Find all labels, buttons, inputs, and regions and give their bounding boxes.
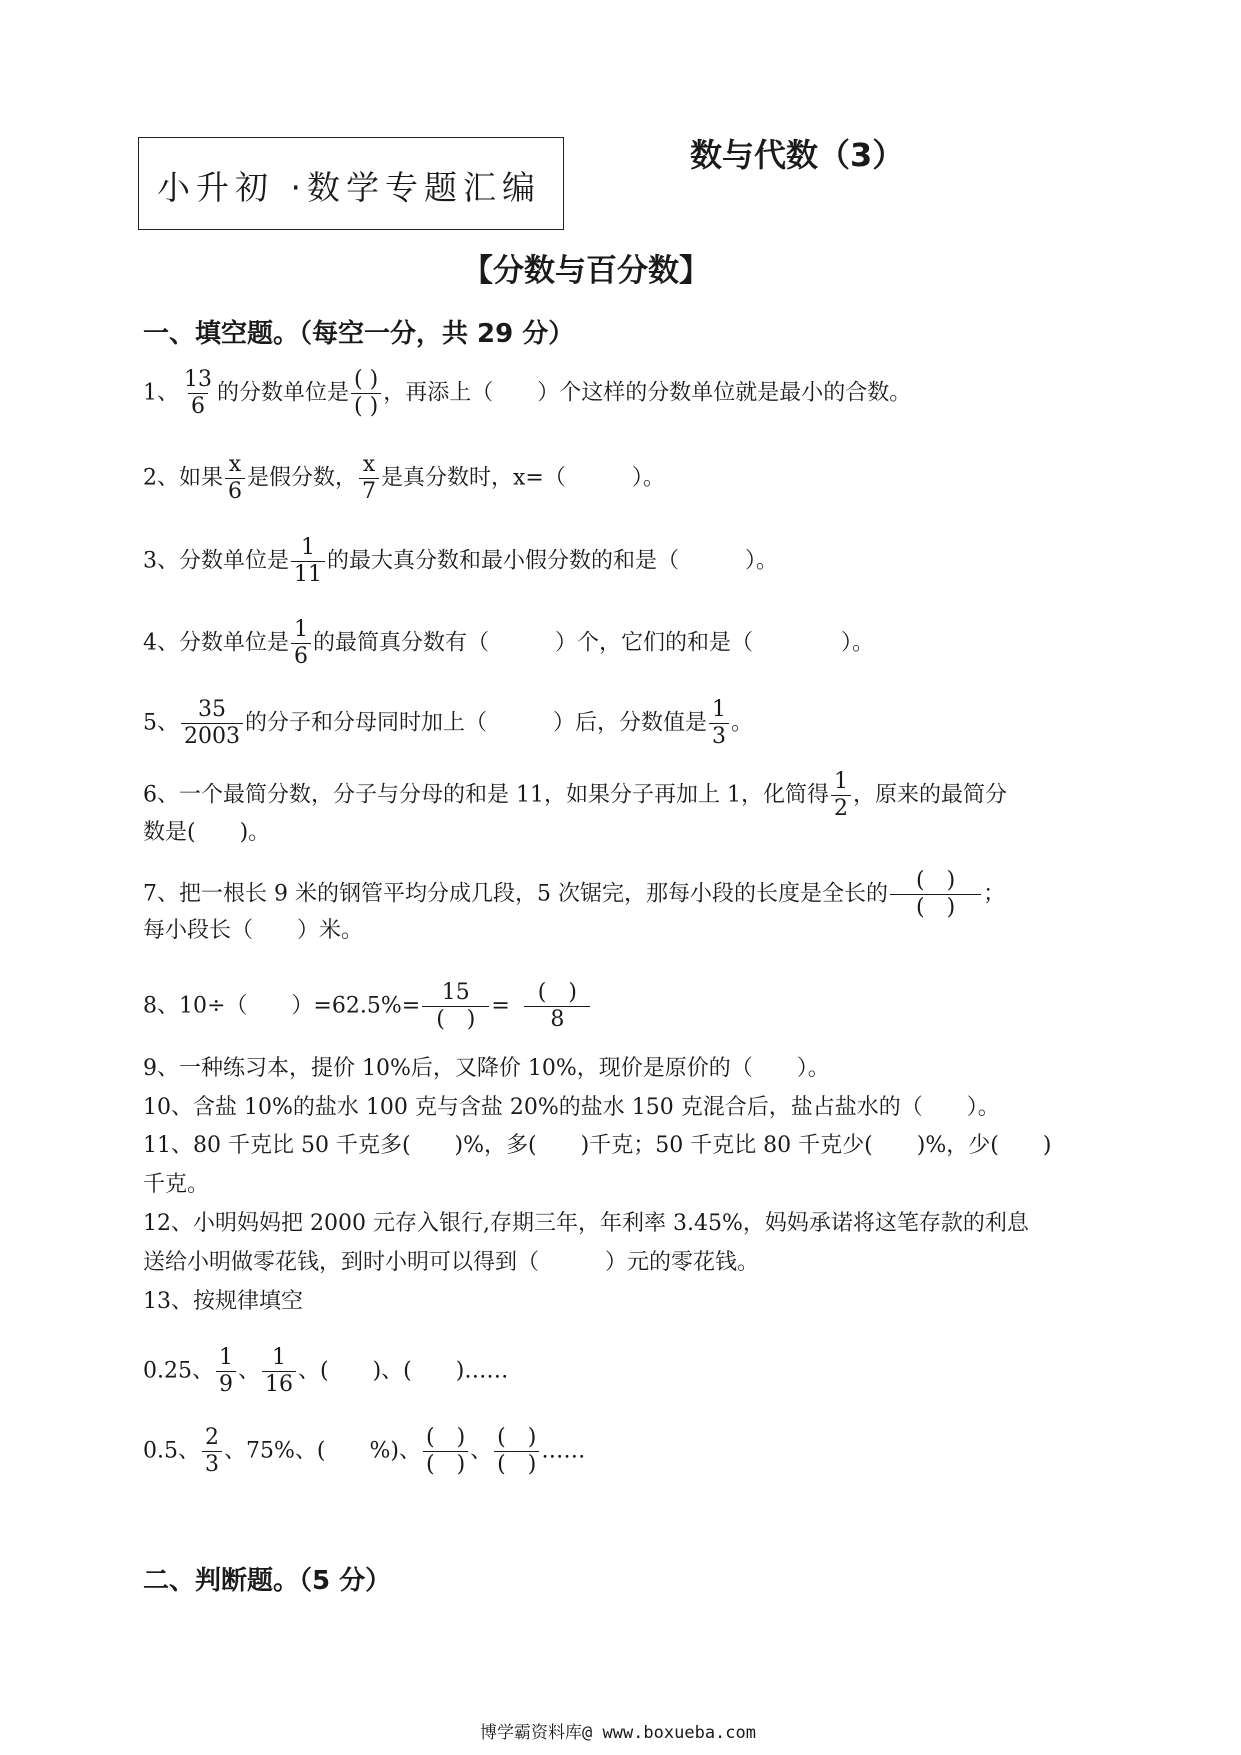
title-box — [138, 137, 564, 230]
question-3: 3、分数单位是 $\frac{1}{11}$ 的最大真分数和最小假分数的和是（ ）。 — [143, 535, 779, 587]
fraction: $\frac{2}{3}$ — [202, 1425, 222, 1478]
question-6-line2: 数是( )。 — [143, 820, 271, 845]
question-13-title: 13、按规律填空 — [143, 1289, 303, 1314]
answer-blank-fraction[interactable]: $\frac{( )}{( )}$ — [423, 1425, 468, 1478]
question-8: 8、10÷（ ）=62.5%= $\frac{15}{( )}$ = $\frac{( )}{8}$ — [143, 980, 605, 1033]
footer-watermark: 博学霸资料库@ www.boxueba.com — [480, 1723, 756, 1743]
part2-heading: 二、判断题。（5 分） — [143, 1566, 392, 1596]
question-6: 6、一个最简分数，分子与分母的和是 11，如果分子再加上 1，化简得 $\frac{1}{2}$ ，原来的最简分 — [143, 769, 1007, 821]
fraction: $\frac{1}{2}$ — [831, 769, 851, 822]
section-title: 【分数与百分数】 — [462, 253, 710, 289]
answer-blank-fraction[interactable]: $\frac{( )}{( )}$ — [890, 868, 981, 921]
fraction: $\frac{1}{3}$ — [709, 697, 729, 750]
question-13-row1: 0.25、 $\frac{1}{9}$ 、 $\frac{1}{16}$ 、( )、( )…… — [143, 1345, 509, 1397]
question-5: 5、 $\frac{35}{2003}$ 的分子和分母同时加上（ ）后，分数值是 $\frac{1}{3}$ 。 — [143, 697, 754, 749]
question-12: 12、小明妈妈把 2000 元存入银行,存期三年，年利率 3.45%，妈妈承诺将这笔存款的利息 — [143, 1211, 1029, 1236]
question-13-row2: 0.5、 $\frac{2}{3}$ 、75%、( %)、 $\frac{( )}{( )}$ 、 $\frac{( )}{( )}$ …… — [143, 1425, 586, 1477]
answer-blank-fraction[interactable]: $\frac{( )}{8}$ — [512, 980, 603, 1033]
question-10: 10、含盐 10%的盐水 100 克与含盐 20%的盐水 150 克混合后，盐占盐水的（ ）。 — [143, 1095, 1000, 1120]
fraction: $\frac{1}{16}$ — [262, 1345, 296, 1398]
fraction: $\frac{x}{7}$ — [359, 452, 379, 505]
question-11: 11、80 千克比 50 千克多( )%，多( )千克；50 千克比 80 千克少( )%，少( ) — [143, 1133, 1052, 1158]
answer-blank-fraction[interactable]: $\frac{( )}{( )}$ — [494, 1425, 539, 1478]
fraction: $\frac{35}{2003}$ — [181, 697, 243, 750]
question-2: 2、如果 $\frac{x}{6}$ 是假分数， $\frac{x}{7}$ 是真分数时，x=（ ）。 — [143, 452, 665, 504]
fraction: $\frac{x}{6}$ — [225, 452, 245, 505]
answer-blank-fraction[interactable]: $\frac{( )}{( )}$ — [351, 367, 381, 420]
question-12-line2: 送给小明做零花钱，到时小明可以得到（ ）元的零花钱。 — [143, 1250, 760, 1275]
question-7: 7、把一根长 9 米的钢管平均分成几段，5 次锯完，那每小段的长度是全长的 $\frac{( )}{( )}$ ； — [143, 868, 1006, 920]
answer-blank-fraction[interactable]: $\frac{15}{( )}$ — [422, 980, 489, 1033]
question-1: 1、 $\frac{13}{6}$ 的分数单位是 $\frac{( )}{( )}$ ，再添上（ ）个这样的分数单位就是最小的合数。 — [143, 367, 912, 419]
fraction: $\frac{1}{6}$ — [291, 617, 311, 670]
fraction: $\frac{13}{6}$ — [184, 367, 212, 419]
question-7-line2: 每小段长（ ）米。 — [143, 918, 364, 943]
question-4: 4、分数单位是 $\frac{1}{6}$ 的最简真分数有（ ）个，它们的和是（ ）。 — [143, 617, 875, 669]
question-11-line2: 千克。 — [143, 1172, 210, 1197]
question-9: 9、一种练习本，提价 10%后，又降价 10%，现价是原价的（ ）。 — [143, 1056, 830, 1081]
fraction: $\frac{1}{11}$ — [291, 535, 325, 588]
box-title: 小升初 ·数学专题汇编 — [157, 168, 541, 207]
unit-title: 数与代数（3） — [690, 136, 905, 174]
part1-heading: 一、填空题。（每空一分，共 29 分） — [143, 319, 575, 349]
fraction: $\frac{1}{9}$ — [216, 1345, 236, 1398]
